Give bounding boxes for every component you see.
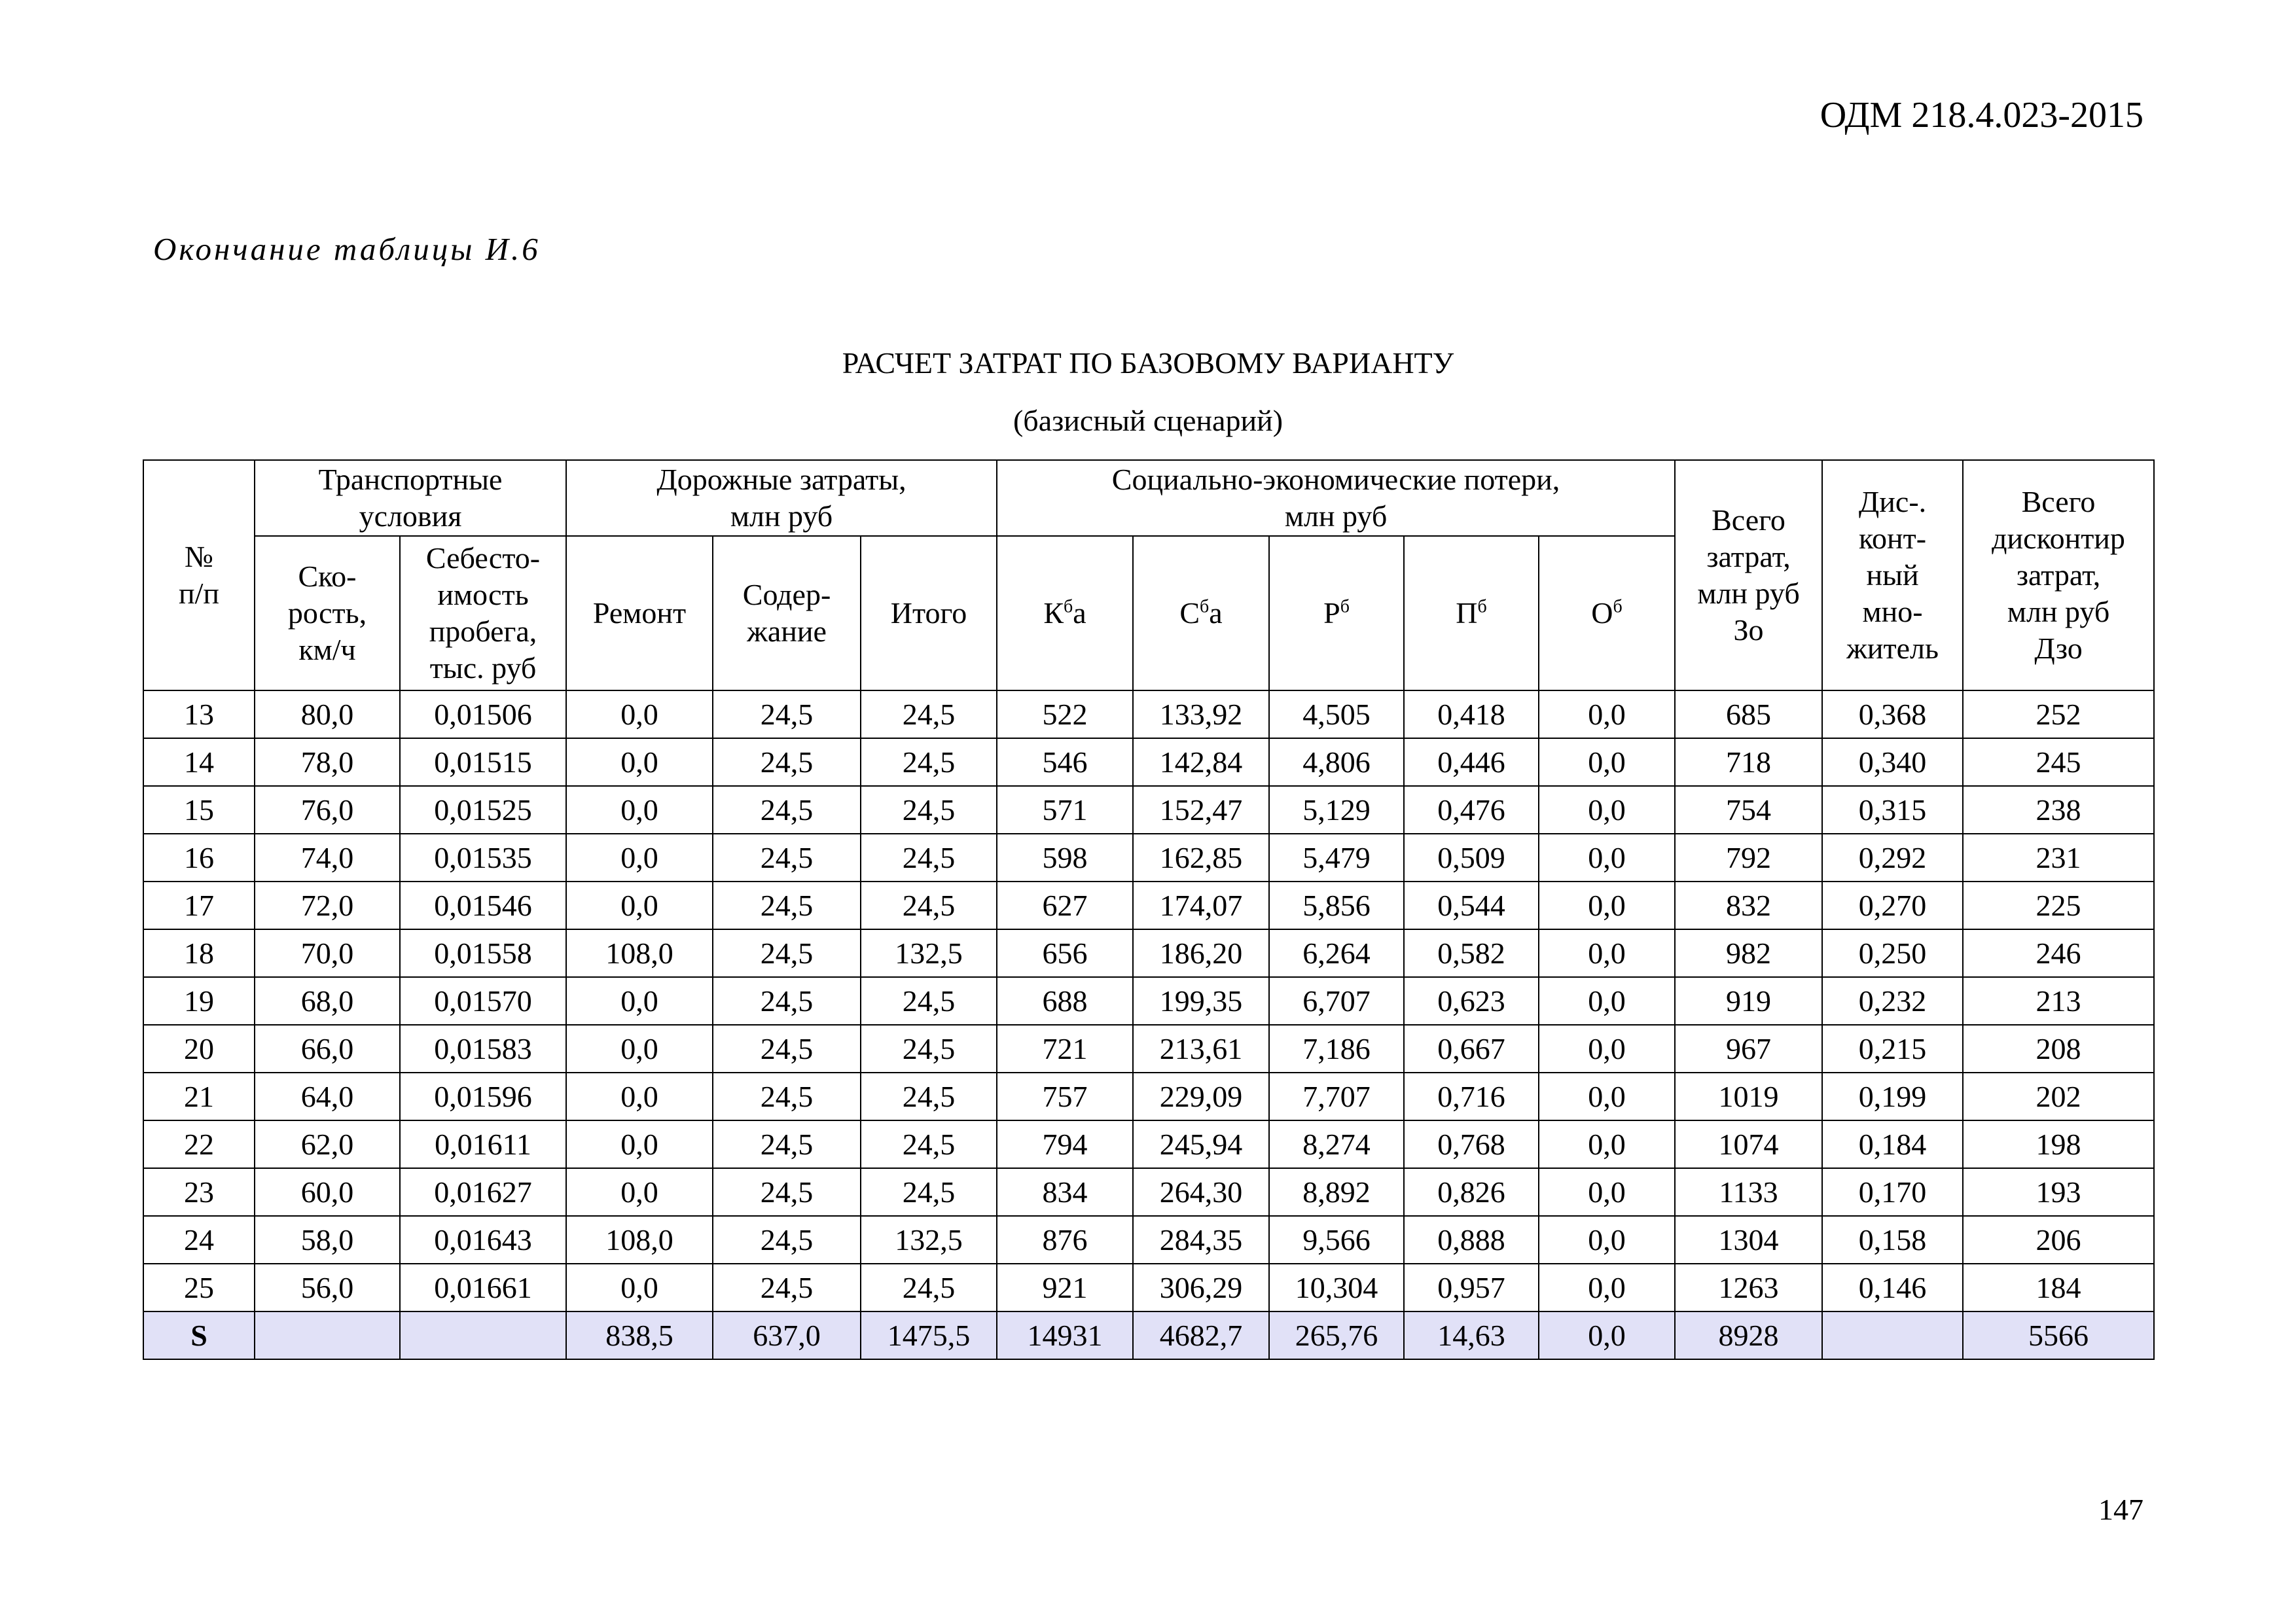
cell-total-discounted: 246	[1963, 929, 2154, 977]
header-speed: Ско- рость, км/ч	[255, 536, 400, 690]
cell-repair: 0,0	[566, 1264, 713, 1311]
cell-k: 876	[997, 1216, 1133, 1264]
header-maintenance: Содер- жание	[713, 536, 861, 690]
cell-discount: 0,315	[1822, 786, 1963, 834]
cell-road-total: 24,5	[861, 1120, 997, 1168]
cell-r: 9,566	[1269, 1216, 1404, 1264]
cell-c: 229,09	[1133, 1073, 1269, 1120]
cell-c: 133,92	[1133, 690, 1269, 738]
header-transport-conditions: Транспортные условия	[255, 460, 566, 536]
cell-c: 306,29	[1133, 1264, 1269, 1311]
cell-repair: 0,0	[566, 738, 713, 786]
cell-maintenance: 24,5	[713, 882, 861, 929]
cell-p: 0,623	[1404, 977, 1539, 1025]
cell-r: 8,892	[1269, 1168, 1404, 1216]
summary-total-discounted: 5566	[1963, 1311, 2154, 1359]
cell-total-discounted: 208	[1963, 1025, 2154, 1073]
cell-discount: 0,250	[1822, 929, 1963, 977]
cell-speed: 56,0	[255, 1264, 400, 1311]
header-p: $П^б$	[1404, 536, 1539, 690]
cell-total: 982	[1675, 929, 1822, 977]
cell-k: 598	[997, 834, 1133, 882]
cell-total-discounted: 252	[1963, 690, 2154, 738]
table-row	[143, 1073, 2154, 1120]
cell-total-discounted: 193	[1963, 1168, 2154, 1216]
cell-speed: 64,0	[255, 1073, 400, 1120]
cell-c: 199,35	[1133, 977, 1269, 1025]
cell-cost-per-km: 0,01515	[400, 738, 566, 786]
summary-r: 265,76	[1269, 1311, 1404, 1359]
cell-discount: 0,270	[1822, 882, 1963, 929]
cell-maintenance: 24,5	[713, 1073, 861, 1120]
table-continuation-caption: Окончание таблицы И.6	[153, 231, 541, 267]
cell-p: 0,582	[1404, 929, 1539, 977]
table-title: РАСЧЕТ ЗАТРАТ ПО БАЗОВОМУ ВАРИАНТУ	[842, 346, 1454, 380]
cell-discount: 0,368	[1822, 690, 1963, 738]
cell-num: 22	[143, 1120, 255, 1168]
cell-road-total: 24,5	[861, 690, 997, 738]
cell-discount: 0,232	[1822, 977, 1963, 1025]
cell-r: 10,304	[1269, 1264, 1404, 1311]
cell-total: 1074	[1675, 1120, 1822, 1168]
cell-k: 627	[997, 882, 1133, 929]
cell-cost-per-km: 0,01570	[400, 977, 566, 1025]
cell-k: 522	[997, 690, 1133, 738]
cell-p: 0,826	[1404, 1168, 1539, 1216]
cell-num: 21	[143, 1073, 255, 1120]
cell-num: 17	[143, 882, 255, 929]
cell-total-discounted: 225	[1963, 882, 2154, 929]
cell-r: 5,479	[1269, 834, 1404, 882]
cell-speed: 62,0	[255, 1120, 400, 1168]
cell-discount: 0,292	[1822, 834, 1963, 882]
cell-maintenance: 24,5	[713, 977, 861, 1025]
cell-speed: 72,0	[255, 882, 400, 929]
cell-p: 0,509	[1404, 834, 1539, 882]
cell-repair: 0,0	[566, 1073, 713, 1120]
cell-repair: 0,0	[566, 1025, 713, 1073]
document-code: ОДМ 218.4.023-2015	[1820, 95, 2144, 135]
cell-k: 721	[997, 1025, 1133, 1073]
cell-road-total: 24,5	[861, 882, 997, 929]
cell-total-discounted: 231	[1963, 834, 2154, 882]
header-discount-factor: Дис-. конт- ный мно- житель	[1822, 460, 1963, 690]
cell-maintenance: 24,5	[713, 1025, 861, 1073]
table-row	[143, 882, 2154, 929]
header-c: $С^ба$	[1133, 536, 1269, 690]
cell-num: 25	[143, 1264, 255, 1311]
cell-num: 19	[143, 977, 255, 1025]
table-row	[143, 1216, 2154, 1264]
cell-speed: 76,0	[255, 786, 400, 834]
cell-total: 967	[1675, 1025, 1822, 1073]
cell-o: 0,0	[1539, 738, 1675, 786]
cell-total-discounted: 198	[1963, 1120, 2154, 1168]
cell-repair: 0,0	[566, 834, 713, 882]
summary-o: 0,0	[1539, 1311, 1675, 1359]
header-k: $К^ба$	[997, 536, 1133, 690]
cell-maintenance: 24,5	[713, 690, 861, 738]
summary-discount	[1822, 1311, 1963, 1359]
cell-total-discounted: 184	[1963, 1264, 2154, 1311]
header-o: $О^б$	[1539, 536, 1675, 690]
cell-road-total: 24,5	[861, 786, 997, 834]
cell-c: 142,84	[1133, 738, 1269, 786]
cell-road-total: 24,5	[861, 738, 997, 786]
cell-repair: 0,0	[566, 1120, 713, 1168]
table-row	[143, 834, 2154, 882]
cell-o: 0,0	[1539, 1216, 1675, 1264]
cell-num: 23	[143, 1168, 255, 1216]
cell-num: 13	[143, 690, 255, 738]
cell-num: 24	[143, 1216, 255, 1264]
cell-r: 5,129	[1269, 786, 1404, 834]
cell-k: 571	[997, 786, 1133, 834]
cell-total: 718	[1675, 738, 1822, 786]
cell-c: 213,61	[1133, 1025, 1269, 1073]
cell-cost-per-km: 0,01643	[400, 1216, 566, 1264]
cell-cost-per-km: 0,01583	[400, 1025, 566, 1073]
header-total-costs: Всего затрат, млн руб Зо	[1675, 460, 1822, 690]
header-total-discounted: Всего дисконтир затрат, млн руб Дзо	[1963, 460, 2154, 690]
cell-discount: 0,199	[1822, 1073, 1963, 1120]
cell-k: 688	[997, 977, 1133, 1025]
cell-o: 0,0	[1539, 929, 1675, 977]
cell-total: 832	[1675, 882, 1822, 929]
cell-p: 0,957	[1404, 1264, 1539, 1311]
table-row	[143, 1264, 2154, 1311]
cell-num: 16	[143, 834, 255, 882]
cell-total-discounted: 245	[1963, 738, 2154, 786]
cell-p: 0,446	[1404, 738, 1539, 786]
cell-total: 792	[1675, 834, 1822, 882]
cell-maintenance: 24,5	[713, 786, 861, 834]
cell-cost-per-km: 0,01546	[400, 882, 566, 929]
cell-total: 1263	[1675, 1264, 1822, 1311]
table-row	[143, 1120, 2154, 1168]
cell-total: 919	[1675, 977, 1822, 1025]
cell-o: 0,0	[1539, 1168, 1675, 1216]
summary-repair: 838,5	[566, 1311, 713, 1359]
cell-num: 20	[143, 1025, 255, 1073]
cell-discount: 0,184	[1822, 1120, 1963, 1168]
cell-c: 264,30	[1133, 1168, 1269, 1216]
cell-o: 0,0	[1539, 1073, 1675, 1120]
cell-k: 794	[997, 1120, 1133, 1168]
cell-road-total: 24,5	[861, 977, 997, 1025]
summary-c: 4682,7	[1133, 1311, 1269, 1359]
cell-r: 5,856	[1269, 882, 1404, 929]
cell-o: 0,0	[1539, 786, 1675, 834]
table-row	[143, 1168, 2154, 1216]
cell-maintenance: 24,5	[713, 1264, 861, 1311]
cell-repair: 0,0	[566, 1168, 713, 1216]
summary-row	[143, 1311, 2154, 1359]
header-road-total: Итого	[861, 536, 997, 690]
table-subtitle: (базисный сценарий)	[1013, 404, 1283, 437]
cell-cost-per-km: 0,01535	[400, 834, 566, 882]
cell-o: 0,0	[1539, 882, 1675, 929]
summary-label: S	[143, 1311, 255, 1359]
cell-repair: 0,0	[566, 977, 713, 1025]
cell-speed: 60,0	[255, 1168, 400, 1216]
summary-maintenance: 637,0	[713, 1311, 861, 1359]
cell-total: 1133	[1675, 1168, 1822, 1216]
cell-num: 15	[143, 786, 255, 834]
cell-total-discounted: 213	[1963, 977, 2154, 1025]
cell-road-total: 132,5	[861, 1216, 997, 1264]
table-row	[143, 929, 2154, 977]
cell-maintenance: 24,5	[713, 1216, 861, 1264]
cell-o: 0,0	[1539, 1264, 1675, 1311]
cell-maintenance: 24,5	[713, 929, 861, 977]
cell-maintenance: 24,5	[713, 834, 861, 882]
cell-cost-per-km: 0,01525	[400, 786, 566, 834]
cell-maintenance: 24,5	[713, 1168, 861, 1216]
cell-c: 152,47	[1133, 786, 1269, 834]
cell-road-total: 24,5	[861, 1073, 997, 1120]
cell-k: 834	[997, 1168, 1133, 1216]
cell-speed: 58,0	[255, 1216, 400, 1264]
cell-o: 0,0	[1539, 1025, 1675, 1073]
cell-num: 14	[143, 738, 255, 786]
table-row	[143, 738, 2154, 786]
cell-cost-per-km: 0,01627	[400, 1168, 566, 1216]
cell-discount: 0,146	[1822, 1264, 1963, 1311]
cell-speed: 66,0	[255, 1025, 400, 1073]
cell-c: 174,07	[1133, 882, 1269, 929]
summary-total: 8928	[1675, 1311, 1822, 1359]
cell-k: 656	[997, 929, 1133, 977]
cell-p: 0,768	[1404, 1120, 1539, 1168]
cell-k: 921	[997, 1264, 1133, 1311]
cell-total: 1304	[1675, 1216, 1822, 1264]
cell-total: 1019	[1675, 1073, 1822, 1120]
header-road-costs: Дорожные затраты, млн руб	[566, 460, 997, 536]
header-r: $Р^б$	[1269, 536, 1404, 690]
summary-k: 14931	[997, 1311, 1133, 1359]
cell-cost-per-km: 0,01506	[400, 690, 566, 738]
cell-p: 0,888	[1404, 1216, 1539, 1264]
cell-cost-per-km: 0,01661	[400, 1264, 566, 1311]
cell-r: 7,707	[1269, 1073, 1404, 1120]
cell-speed: 68,0	[255, 977, 400, 1025]
cell-speed: 74,0	[255, 834, 400, 882]
page-number: 147	[2098, 1493, 2144, 1526]
cell-p: 0,544	[1404, 882, 1539, 929]
cell-o: 0,0	[1539, 834, 1675, 882]
cell-o: 0,0	[1539, 977, 1675, 1025]
cell-discount: 0,340	[1822, 738, 1963, 786]
cell-o: 0,0	[1539, 1120, 1675, 1168]
cell-o: 0,0	[1539, 690, 1675, 738]
cell-r: 6,264	[1269, 929, 1404, 977]
cell-p: 0,716	[1404, 1073, 1539, 1120]
cell-repair: 0,0	[566, 690, 713, 738]
table-row	[143, 977, 2154, 1025]
cell-road-total: 24,5	[861, 1168, 997, 1216]
cell-cost-per-km: 0,01558	[400, 929, 566, 977]
header-cost-per-km: Себесто- имость пробега, тыс. руб	[400, 536, 566, 690]
cell-k: 757	[997, 1073, 1133, 1120]
cell-cost-per-km: 0,01611	[400, 1120, 566, 1168]
cell-total: 754	[1675, 786, 1822, 834]
cost-table	[143, 459, 2155, 1360]
cell-road-total: 24,5	[861, 1025, 997, 1073]
cell-road-total: 24,5	[861, 834, 997, 882]
summary-cost-per-km	[400, 1311, 566, 1359]
cell-total-discounted: 238	[1963, 786, 2154, 834]
cell-speed: 70,0	[255, 929, 400, 977]
cell-c: 284,35	[1133, 1216, 1269, 1264]
summary-speed	[255, 1311, 400, 1359]
cell-cost-per-km: 0,01596	[400, 1073, 566, 1120]
table-row	[143, 1025, 2154, 1073]
cell-p: 0,476	[1404, 786, 1539, 834]
cell-discount: 0,215	[1822, 1025, 1963, 1073]
cell-r: 6,707	[1269, 977, 1404, 1025]
cell-r: 4,505	[1269, 690, 1404, 738]
cell-repair: 0,0	[566, 882, 713, 929]
cell-total-discounted: 202	[1963, 1073, 2154, 1120]
cell-total-discounted: 206	[1963, 1216, 2154, 1264]
cell-maintenance: 24,5	[713, 1120, 861, 1168]
cell-total: 685	[1675, 690, 1822, 738]
cell-p: 0,667	[1404, 1025, 1539, 1073]
cell-maintenance: 24,5	[713, 738, 861, 786]
cell-r: 8,274	[1269, 1120, 1404, 1168]
cell-num: 18	[143, 929, 255, 977]
cell-c: 162,85	[1133, 834, 1269, 882]
summary-road-total: 1475,5	[861, 1311, 997, 1359]
cell-discount: 0,158	[1822, 1216, 1963, 1264]
cell-discount: 0,170	[1822, 1168, 1963, 1216]
cell-repair: 108,0	[566, 929, 713, 977]
cell-speed: 80,0	[255, 690, 400, 738]
header-row-number: № п/п	[143, 460, 255, 690]
cell-repair: 108,0	[566, 1216, 713, 1264]
cell-road-total: 24,5	[861, 1264, 997, 1311]
cell-r: 7,186	[1269, 1025, 1404, 1073]
cell-k: 546	[997, 738, 1133, 786]
cell-speed: 78,0	[255, 738, 400, 786]
header-social-economic-losses: Социально-экономические потери, млн руб	[997, 460, 1675, 536]
cell-c: 186,20	[1133, 929, 1269, 977]
header-repair: Ремонт	[566, 536, 713, 690]
table-row	[143, 786, 2154, 834]
cell-repair: 0,0	[566, 786, 713, 834]
table-row	[143, 690, 2154, 738]
cell-road-total: 132,5	[861, 929, 997, 977]
summary-p: 14,63	[1404, 1311, 1539, 1359]
cell-r: 4,806	[1269, 738, 1404, 786]
cell-c: 245,94	[1133, 1120, 1269, 1168]
cell-p: 0,418	[1404, 690, 1539, 738]
